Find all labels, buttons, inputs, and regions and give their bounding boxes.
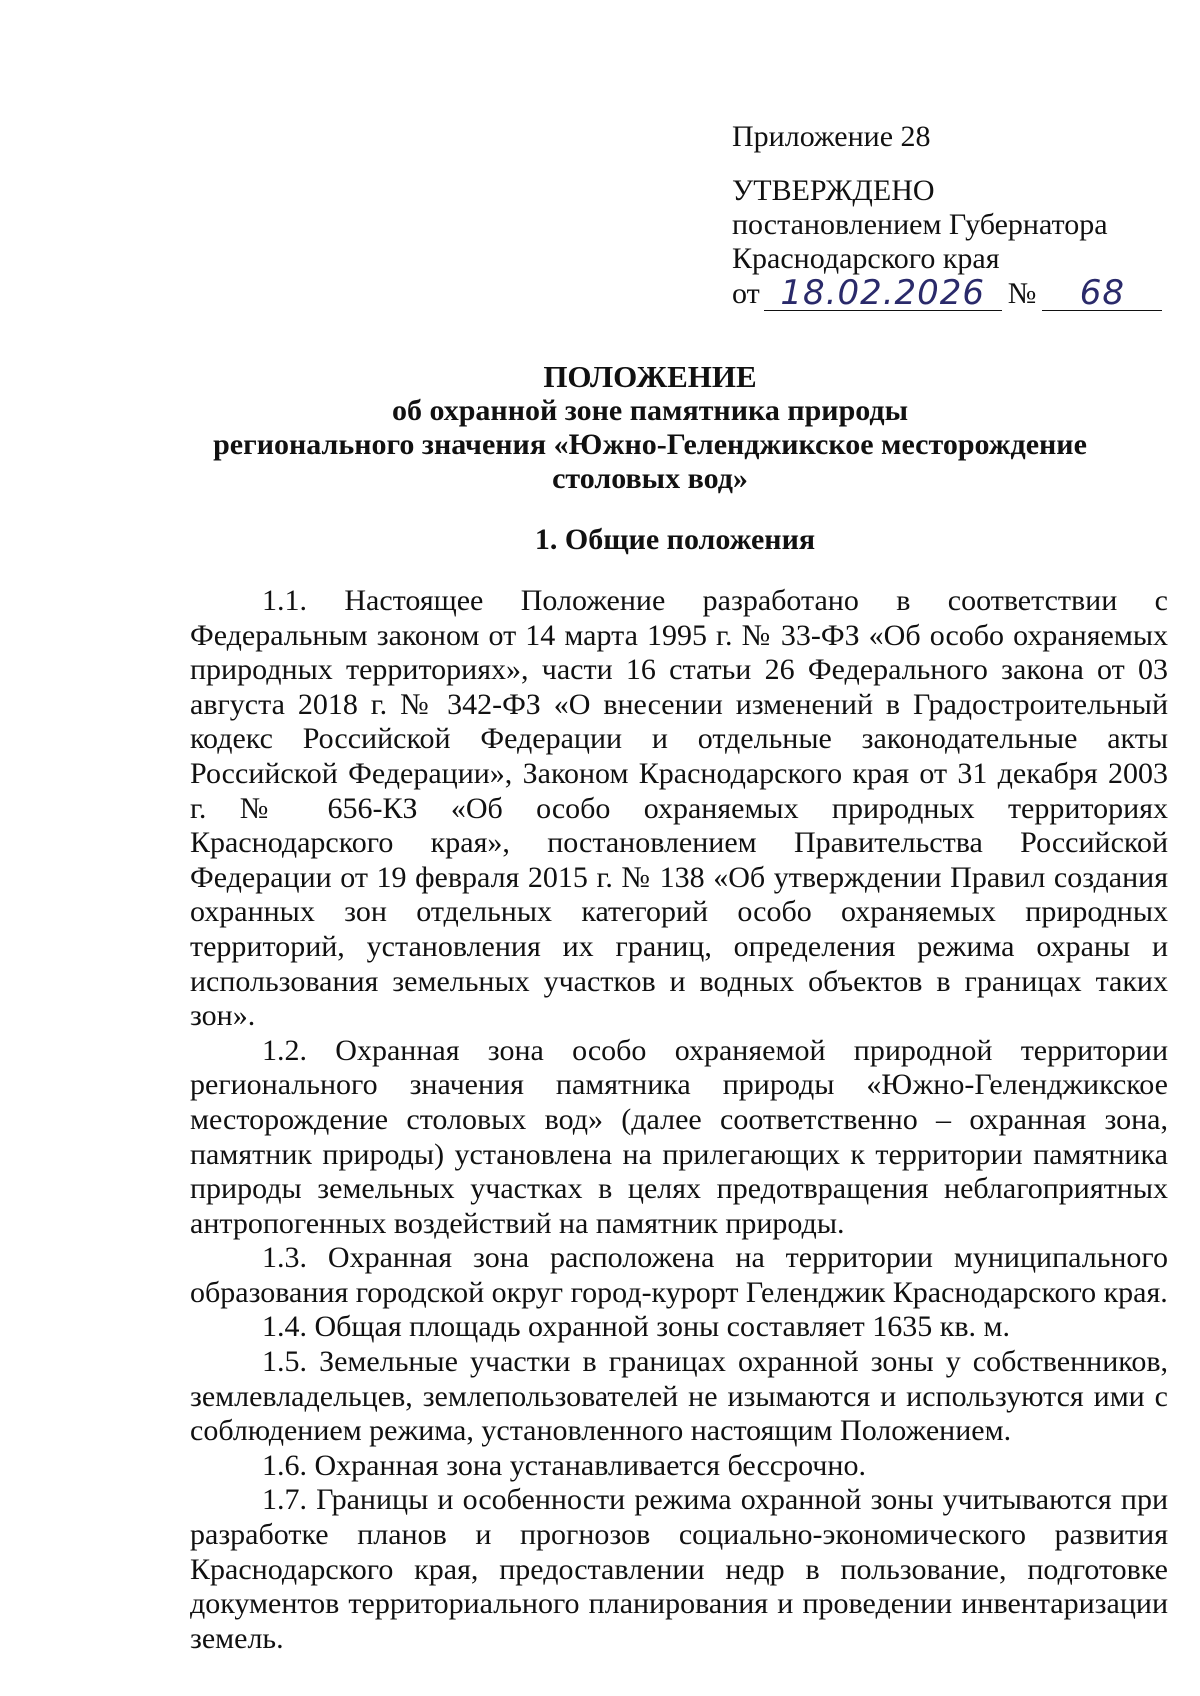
approved-stamp-text: УТВЕРЖДЕНО [732,174,935,207]
paragraph-1-2: 1.2. Охранная зона особо охраняемой природной территории регионального значения памятника природы «Южно-Геленджикское месторождение столовых вод» (далее соответственно – охранная зона, памятник природы) установлена на прилегающих к территории памятника природы земельных участках в целях предотвращения неблагоприятных антропогенных воздействий на памятник природы. [190,1033,1168,1240]
title-line-4: столовых вод» [552,462,748,495]
title-main: ПОЛОЖЕНИЕ [543,359,757,394]
paragraph-1-3: 1.3. Охранная зона расположена на территории муниципального образования городской округ город-курорт Геленджик Краснодарского края. [190,1241,1168,1309]
paragraph-1-1: 1.1. Настоящее Положение разработано в соответствии с Федеральным законом от 14 марта 1995 г. № 33-ФЗ «Об особо охраняемых природных территориях», части 16 статьи 26 Федерального закона от 03 августа 2018 г. № 342-ФЗ «О внесении изменений в Градостроительный кодекс Российской Федерации и отдельные законодательные акты Российской Федерации», Законом Краснодарского края от 31 декабря 2003 г. № 656-КЗ «Об особо охраняемых природных территориях Краснодарского края», постановлением Правительства Российской Федерации от 19 февраля 2015 г. № 138 «Об утверждении Правил создания охранных зон отдельных категорий особо охраняемых природных территорий, установления их границ, определения режима охраны и использования земельных участков и водных объектов в границах таких зон». [190,584,1168,1033]
approval-line-decree: постановлением Губернатора [732,208,1108,241]
appendix-label: Приложение 28 [732,120,931,153]
date-number-line [732,273,1172,313]
paragraph-1-6: 1.6. Охранная зона устанавливается бессрочно. [262,1448,866,1482]
title-line-2: об охранной зоне памятника природы [391,394,909,427]
number-prefix: № [1007,277,1037,310]
paragraph-1-7: 1.7. Границы и особенности режима охранной зоны учитываются при разработке планов и прогнозов социально-экономического развития Краснодарского края, предоставлении недр в пользование, подготовке документов территориального планирования и проведении инвентаризации земель. [190,1483,1168,1655]
paragraph-1-5: 1.5. Земельные участки в границах охранной зоны у собственников, землевладельцев, землепользователей не изымаются и используются ими с соблюдением режима, установленного настоящим Положением. [190,1345,1168,1448]
date-prefix: от [732,277,760,310]
document-title [180,360,1120,496]
handwritten-number: 68 [1042,276,1162,311]
approval-line-region: Краснодарского края [732,242,1000,275]
title-line-3: регионального значения «Южно-Геленджикское месторождение [213,428,1087,461]
paragraph-1-4: 1.4. Общая площадь охранной зоны составляет 1635 кв. м. [262,1310,1011,1344]
approval-block [732,120,1172,311]
section-heading: 1. Общие положения [534,523,816,556]
section-body [190,584,1168,1656]
handwritten-date: 18.02.2026 [764,276,1002,311]
